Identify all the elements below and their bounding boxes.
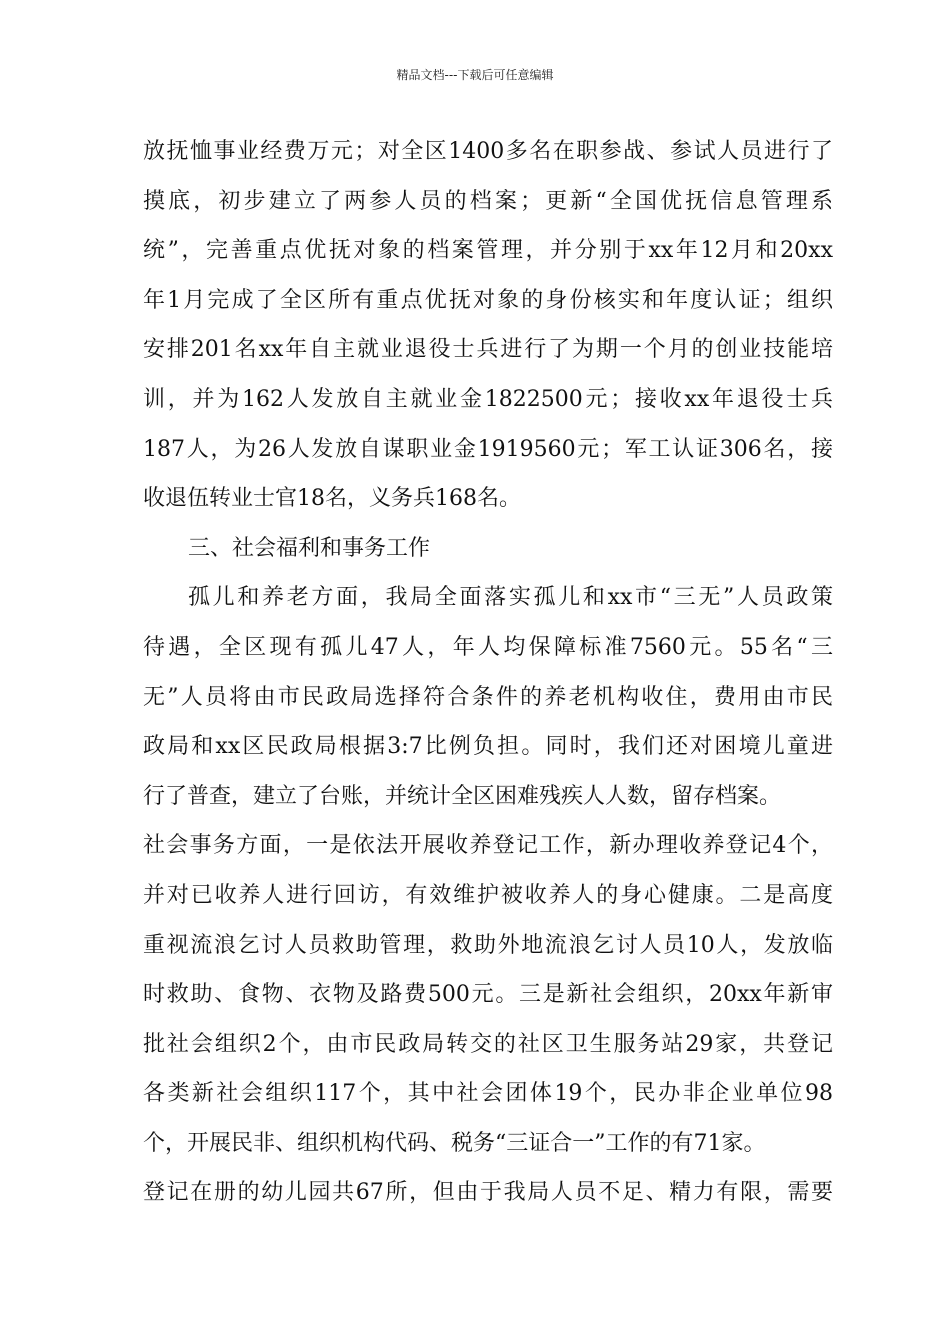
text-line: 放抚恤事业经费万元；对全区1400多名在职参战、参试人员进行了 (143, 139, 833, 164)
text-line: 并对已收养人进行回访，有效维护被收养人的身心健康。二是高度 (143, 882, 833, 908)
text-line: 无”人员将由市民政局选择符合条件的养老机构收住，费用由市民 (143, 684, 833, 710)
section-heading: 三、社会福利和事务工作 (188, 535, 431, 561)
text-line: 时救助、食物、衣物及路费500元。三是新社会组织，20xx年新审 (143, 982, 833, 1008)
text-line: 重视流浪乞讨人员救助管理，救助外地流浪乞讨人员10人，发放临 (143, 932, 833, 958)
text-line: 187人，为26人发放自谋职业金1919560元；军工认证306名，接 (143, 436, 833, 462)
text-line: 待遇，全区现有孤儿47人，年人均保障标准7560元。55名“三 (143, 634, 833, 660)
text-line: 行了普查，建立了台账，并统计全区困难残疾人人数，留存档案。 (143, 783, 782, 809)
text-line: 安排201名xx年自主就业退役士兵进行了为期一个月的创业技能培 (143, 337, 833, 363)
text-line: 政局和xx区民政局根据3:7比例负担。同时，我们还对困境儿童进 (143, 734, 833, 760)
text-line: 社会事务方面，一是依法开展收养登记工作，新办理收养登记4个， (143, 833, 833, 859)
text-line: 摸底，初步建立了两参人员的档案；更新“全国优抚信息管理系 (143, 188, 833, 214)
text-line: 训，并为162人发放自主就业金1822500元；接收xx年退役士兵 (143, 386, 833, 412)
text-line: 登记在册的幼儿园共67所，但由于我局人员不足、精力有限，需要 (143, 1180, 833, 1206)
text-line: 各类新社会组织117个，其中社会团体19个，民办非企业单位98 (143, 1081, 833, 1107)
text-line: 孤儿和养老方面，我局全面落实孤儿和xx市“三无”人员政策 (188, 585, 833, 611)
page-header: 精品文档---下载后可任意编辑 (396, 68, 554, 82)
text-line: 统”，完善重点优抚对象的档案管理，并分别于xx年12月和20xx (143, 238, 833, 264)
text-line: 个，开展民非、组织机构代码、税务“三证合一”工作的有71家。 (143, 1130, 766, 1156)
document-body (143, 127, 833, 1218)
text-line: 收退伍转业士官18名，义务兵168名。 (143, 486, 521, 512)
text-line: 批社会组织2个，由市民政局转交的社区卫生服务站29家，共登记 (143, 1031, 833, 1057)
text-line: 年1月完成了全区所有重点优抚对象的身份核实和年度认证；组织 (143, 287, 833, 313)
